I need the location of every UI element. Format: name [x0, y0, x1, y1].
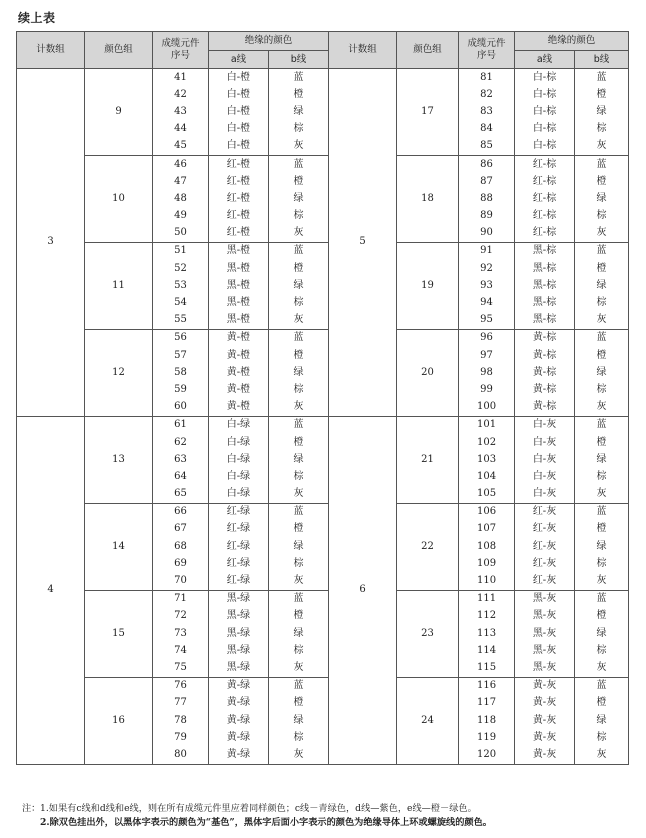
color-group-cell: 19	[397, 242, 459, 329]
b-wire-cell: 灰	[575, 312, 629, 330]
a-wire-cell: 红-棕	[515, 190, 575, 207]
color-group-cell: 17	[397, 69, 459, 156]
a-wire-cell: 黄-绿	[209, 695, 269, 712]
b-wire-cell: 棕	[269, 642, 329, 659]
a-wire-cell: 白-灰	[515, 434, 575, 451]
color-group-cell: 20	[397, 329, 459, 416]
b-wire-cell: 棕	[575, 121, 629, 138]
a-wire-cell: 黑-灰	[515, 659, 575, 677]
seq-cell: 95	[459, 312, 515, 330]
seq-cell: 71	[153, 590, 209, 608]
b-wire-cell: 蓝	[575, 590, 629, 608]
b-wire-cell: 橙	[269, 608, 329, 625]
a-wire-cell: 白-棕	[515, 69, 575, 87]
a-wire-cell: 黄-棕	[515, 347, 575, 364]
count-group-cell: 5	[329, 69, 397, 417]
seq-cell: 49	[153, 208, 209, 225]
a-wire-cell: 红-棕	[515, 173, 575, 190]
seq-cell: 46	[153, 155, 209, 173]
color-group-cell: 21	[397, 416, 459, 503]
a-wire-cell: 红-橙	[209, 190, 269, 207]
b-wire-cell: 棕	[575, 208, 629, 225]
b-wire-cell: 棕	[269, 555, 329, 572]
seq-cell: 45	[153, 138, 209, 156]
table-row	[17, 416, 629, 434]
a-wire-cell: 白-橙	[209, 121, 269, 138]
seq-cell: 70	[153, 572, 209, 590]
color-group-cell: 12	[85, 329, 153, 416]
seq-cell: 68	[153, 538, 209, 555]
b-wire-cell: 橙	[575, 347, 629, 364]
a-wire-cell: 白-灰	[515, 451, 575, 468]
a-wire-cell: 红-绿	[209, 572, 269, 590]
a-wire-cell: 红-绿	[209, 555, 269, 572]
b-wire-cell: 蓝	[269, 677, 329, 695]
b-wire-cell: 灰	[269, 225, 329, 243]
b-wire-cell: 蓝	[575, 69, 629, 87]
seq-cell: 104	[459, 468, 515, 485]
b-wire-cell: 绿	[269, 625, 329, 642]
b-wire-cell: 棕	[575, 642, 629, 659]
a-wire-cell: 黄-绿	[209, 729, 269, 746]
seq-cell: 76	[153, 677, 209, 695]
header-a-wire: a线	[209, 51, 269, 69]
b-wire-cell: 绿	[269, 103, 329, 120]
a-wire-cell: 黄-绿	[209, 746, 269, 764]
seq-cell: 57	[153, 347, 209, 364]
a-wire-cell: 黑-棕	[515, 260, 575, 277]
a-wire-cell: 白-棕	[515, 103, 575, 120]
seq-cell: 94	[459, 294, 515, 311]
b-wire-cell: 橙	[575, 695, 629, 712]
a-wire-cell: 红-灰	[515, 572, 575, 590]
seq-cell: 58	[153, 364, 209, 381]
a-wire-cell: 白-橙	[209, 69, 269, 87]
seq-cell: 97	[459, 347, 515, 364]
b-wire-cell: 灰	[575, 572, 629, 590]
a-wire-cell: 黑-橙	[209, 312, 269, 330]
header-a-wire-right: a线	[515, 51, 575, 69]
seq-cell: 61	[153, 416, 209, 434]
seq-cell: 100	[459, 399, 515, 417]
a-wire-cell: 红-橙	[209, 173, 269, 190]
a-wire-cell: 白-橙	[209, 103, 269, 120]
b-wire-cell: 橙	[575, 521, 629, 538]
seq-cell: 99	[459, 381, 515, 398]
b-wire-cell: 蓝	[269, 590, 329, 608]
a-wire-cell: 黑-灰	[515, 590, 575, 608]
a-wire-cell: 黑-绿	[209, 659, 269, 677]
b-wire-cell: 棕	[269, 208, 329, 225]
count-group-cell: 4	[17, 416, 85, 764]
seq-cell: 96	[459, 329, 515, 347]
color-group-cell: 15	[85, 590, 153, 677]
seq-cell: 41	[153, 69, 209, 87]
table-row	[17, 677, 629, 695]
b-wire-cell: 橙	[575, 608, 629, 625]
b-wire-cell: 蓝	[575, 242, 629, 260]
a-wire-cell: 黑-橙	[209, 277, 269, 294]
seq-cell: 51	[153, 242, 209, 260]
color-code-table	[16, 31, 629, 765]
seq-cell: 47	[153, 173, 209, 190]
a-wire-cell: 白-绿	[209, 416, 269, 434]
a-wire-cell: 白-灰	[515, 468, 575, 485]
seq-cell: 72	[153, 608, 209, 625]
a-wire-cell: 白-绿	[209, 434, 269, 451]
b-wire-cell: 灰	[269, 659, 329, 677]
a-wire-cell: 红-绿	[209, 538, 269, 555]
a-wire-cell: 黑-棕	[515, 242, 575, 260]
color-group-cell: 9	[85, 69, 153, 156]
color-group-cell: 14	[85, 503, 153, 590]
b-wire-cell: 灰	[575, 659, 629, 677]
seq-cell: 115	[459, 659, 515, 677]
seq-cell: 44	[153, 121, 209, 138]
a-wire-cell: 黄-绿	[209, 677, 269, 695]
seq-cell: 92	[459, 260, 515, 277]
color-group-cell: 22	[397, 503, 459, 590]
note-2: 2.除双色挂出外，以黑体字表示的颜色为“基色”，黑体字后面小字表示的颜色为绝缘导体上环或螺旋线的颜色。	[40, 817, 492, 828]
b-wire-cell: 灰	[269, 312, 329, 330]
header-count-group-right: 计数组	[329, 32, 397, 69]
a-wire-cell: 黄-灰	[515, 729, 575, 746]
a-wire-cell: 黄-橙	[209, 364, 269, 381]
seq-cell: 50	[153, 225, 209, 243]
a-wire-cell: 黄-灰	[515, 746, 575, 764]
seq-cell: 89	[459, 208, 515, 225]
table-row	[17, 155, 629, 173]
b-wire-cell: 灰	[269, 486, 329, 504]
b-wire-cell: 绿	[575, 103, 629, 120]
b-wire-cell: 绿	[575, 625, 629, 642]
b-wire-cell: 灰	[269, 572, 329, 590]
b-wire-cell: 蓝	[269, 416, 329, 434]
b-wire-cell: 橙	[269, 347, 329, 364]
b-wire-cell: 棕	[269, 468, 329, 485]
b-wire-cell: 灰	[575, 746, 629, 764]
seq-cell: 55	[153, 312, 209, 330]
a-wire-cell: 白-棕	[515, 86, 575, 103]
header-insulation-right: 绝缘的颜色	[515, 32, 629, 51]
a-wire-cell: 白-灰	[515, 416, 575, 434]
a-wire-cell: 红-棕	[515, 208, 575, 225]
b-wire-cell: 棕	[269, 294, 329, 311]
seq-cell: 116	[459, 677, 515, 695]
a-wire-cell: 黄-灰	[515, 712, 575, 729]
seq-cell: 82	[459, 86, 515, 103]
table-row	[17, 329, 629, 347]
a-wire-cell: 黑-灰	[515, 608, 575, 625]
b-wire-cell: 棕	[269, 381, 329, 398]
b-wire-cell: 绿	[575, 277, 629, 294]
b-wire-cell: 橙	[575, 434, 629, 451]
a-wire-cell: 红-绿	[209, 503, 269, 521]
b-wire-cell: 绿	[575, 451, 629, 468]
seq-cell: 87	[459, 173, 515, 190]
seq-cell: 74	[153, 642, 209, 659]
seq-cell: 117	[459, 695, 515, 712]
seq-cell: 78	[153, 712, 209, 729]
a-wire-cell: 黄-橙	[209, 329, 269, 347]
a-wire-cell: 黄-棕	[515, 329, 575, 347]
b-wire-cell: 蓝	[575, 329, 629, 347]
a-wire-cell: 白-棕	[515, 121, 575, 138]
seq-cell: 85	[459, 138, 515, 156]
b-wire-cell: 棕	[269, 121, 329, 138]
b-wire-cell: 灰	[575, 138, 629, 156]
b-wire-cell: 蓝	[269, 242, 329, 260]
seq-cell: 66	[153, 503, 209, 521]
b-wire-cell: 橙	[269, 434, 329, 451]
seq-cell: 77	[153, 695, 209, 712]
color-group-cell: 23	[397, 590, 459, 677]
seq-cell: 120	[459, 746, 515, 764]
a-wire-cell: 红-绿	[209, 521, 269, 538]
b-wire-cell: 蓝	[269, 329, 329, 347]
b-wire-cell: 橙	[575, 86, 629, 103]
a-wire-cell: 红-橙	[209, 225, 269, 243]
a-wire-cell: 白-橙	[209, 138, 269, 156]
b-wire-cell: 蓝	[575, 503, 629, 521]
seq-cell: 75	[153, 659, 209, 677]
color-group-cell: 18	[397, 155, 459, 242]
b-wire-cell: 绿	[269, 277, 329, 294]
b-wire-cell: 棕	[575, 555, 629, 572]
b-wire-cell: 蓝	[269, 155, 329, 173]
b-wire-cell: 绿	[269, 538, 329, 555]
a-wire-cell: 黄-橙	[209, 347, 269, 364]
a-wire-cell: 黄-灰	[515, 695, 575, 712]
b-wire-cell: 绿	[269, 451, 329, 468]
seq-cell: 111	[459, 590, 515, 608]
seq-cell: 93	[459, 277, 515, 294]
table-body	[17, 69, 629, 765]
a-wire-cell: 白-绿	[209, 486, 269, 504]
b-wire-cell: 灰	[269, 138, 329, 156]
a-wire-cell: 红-橙	[209, 208, 269, 225]
a-wire-cell: 红-棕	[515, 225, 575, 243]
a-wire-cell: 黑-绿	[209, 608, 269, 625]
a-wire-cell: 白-绿	[209, 451, 269, 468]
b-wire-cell: 棕	[575, 468, 629, 485]
seq-cell: 101	[459, 416, 515, 434]
a-wire-cell: 黄-绿	[209, 712, 269, 729]
b-wire-cell: 绿	[575, 538, 629, 555]
a-wire-cell: 黑-绿	[209, 625, 269, 642]
a-wire-cell: 白-灰	[515, 486, 575, 504]
color-group-cell: 16	[85, 677, 153, 764]
header-color-group: 颜色组	[85, 32, 153, 69]
b-wire-cell: 橙	[575, 260, 629, 277]
seq-cell: 63	[153, 451, 209, 468]
b-wire-cell: 绿	[269, 364, 329, 381]
table-caption: 续上表	[18, 11, 56, 25]
a-wire-cell: 黑-橙	[209, 294, 269, 311]
seq-cell: 118	[459, 712, 515, 729]
b-wire-cell: 蓝	[269, 503, 329, 521]
color-group-cell: 11	[85, 242, 153, 329]
a-wire-cell: 黑-橙	[209, 260, 269, 277]
seq-cell: 56	[153, 329, 209, 347]
a-wire-cell: 红-棕	[515, 155, 575, 173]
a-wire-cell: 红-灰	[515, 538, 575, 555]
b-wire-cell: 绿	[575, 364, 629, 381]
header-color-group-right: 颜色组	[397, 32, 459, 69]
seq-cell: 113	[459, 625, 515, 642]
b-wire-cell: 棕	[575, 294, 629, 311]
header-seq-right: 成缆元件 序号	[459, 32, 515, 69]
color-group-cell: 10	[85, 155, 153, 242]
note-1: 1.如果有c线和d线和e线，则在所有成缆元件里应着同样颜色；c线－青绿色，d线—紫色，e线—橙－绿色。	[40, 803, 477, 814]
b-wire-cell: 橙	[269, 173, 329, 190]
table-row	[17, 69, 629, 87]
table-row	[17, 503, 629, 521]
seq-cell: 91	[459, 242, 515, 260]
seq-cell: 64	[153, 468, 209, 485]
b-wire-cell: 绿	[575, 190, 629, 207]
b-wire-cell: 橙	[269, 521, 329, 538]
a-wire-cell: 白-绿	[209, 468, 269, 485]
seq-cell: 102	[459, 434, 515, 451]
a-wire-cell: 黄-棕	[515, 381, 575, 398]
notes	[22, 802, 492, 830]
a-wire-cell: 黄-橙	[209, 399, 269, 417]
seq-cell: 88	[459, 190, 515, 207]
b-wire-cell: 橙	[269, 86, 329, 103]
b-wire-cell: 灰	[575, 225, 629, 243]
seq-cell: 81	[459, 69, 515, 87]
seq-cell: 67	[153, 521, 209, 538]
seq-cell: 83	[459, 103, 515, 120]
color-group-cell: 13	[85, 416, 153, 503]
header-b-wire-right: b线	[575, 51, 629, 69]
seq-cell: 53	[153, 277, 209, 294]
seq-cell: 80	[153, 746, 209, 764]
seq-cell: 106	[459, 503, 515, 521]
seq-cell: 90	[459, 225, 515, 243]
seq-cell: 79	[153, 729, 209, 746]
count-group-cell: 6	[329, 416, 397, 764]
seq-cell: 112	[459, 608, 515, 625]
seq-cell: 98	[459, 364, 515, 381]
seq-cell: 84	[459, 121, 515, 138]
seq-cell: 54	[153, 294, 209, 311]
seq-cell: 110	[459, 572, 515, 590]
header-seq: 成缆元件 序号	[153, 32, 209, 69]
seq-cell: 48	[153, 190, 209, 207]
a-wire-cell: 红-灰	[515, 555, 575, 572]
b-wire-cell: 棕	[575, 381, 629, 398]
seq-cell: 59	[153, 381, 209, 398]
b-wire-cell: 蓝	[575, 677, 629, 695]
b-wire-cell: 绿	[269, 712, 329, 729]
seq-cell: 43	[153, 103, 209, 120]
a-wire-cell: 黄-橙	[209, 381, 269, 398]
b-wire-cell: 蓝	[269, 69, 329, 87]
a-wire-cell: 黑-绿	[209, 590, 269, 608]
color-group-cell: 24	[397, 677, 459, 764]
a-wire-cell: 黑-棕	[515, 294, 575, 311]
count-group-cell: 3	[17, 69, 85, 417]
notes-lead: 注：	[22, 803, 41, 814]
a-wire-cell: 白-棕	[515, 138, 575, 156]
header-b-wire: b线	[269, 51, 329, 69]
seq-cell: 86	[459, 155, 515, 173]
a-wire-cell: 黑-橙	[209, 242, 269, 260]
seq-cell: 42	[153, 86, 209, 103]
b-wire-cell: 橙	[269, 695, 329, 712]
b-wire-cell: 橙	[269, 260, 329, 277]
a-wire-cell: 黑-灰	[515, 625, 575, 642]
seq-cell: 52	[153, 260, 209, 277]
a-wire-cell: 黑-灰	[515, 642, 575, 659]
seq-cell: 62	[153, 434, 209, 451]
seq-cell: 65	[153, 486, 209, 504]
a-wire-cell: 红-灰	[515, 503, 575, 521]
header-count-group: 计数组	[17, 32, 85, 69]
a-wire-cell: 白-橙	[209, 86, 269, 103]
seq-cell: 114	[459, 642, 515, 659]
b-wire-cell: 灰	[269, 399, 329, 417]
b-wire-cell: 橙	[575, 173, 629, 190]
b-wire-cell: 棕	[575, 729, 629, 746]
b-wire-cell: 棕	[269, 729, 329, 746]
b-wire-cell: 灰	[575, 486, 629, 504]
header-insulation: 绝缘的颜色	[209, 32, 329, 51]
a-wire-cell: 红-灰	[515, 521, 575, 538]
a-wire-cell: 黑-棕	[515, 312, 575, 330]
b-wire-cell: 灰	[575, 399, 629, 417]
seq-cell: 107	[459, 521, 515, 538]
seq-cell: 73	[153, 625, 209, 642]
b-wire-cell: 蓝	[575, 416, 629, 434]
b-wire-cell: 绿	[269, 190, 329, 207]
a-wire-cell: 黑-棕	[515, 277, 575, 294]
seq-cell: 119	[459, 729, 515, 746]
b-wire-cell: 灰	[269, 746, 329, 764]
a-wire-cell: 黄-棕	[515, 399, 575, 417]
b-wire-cell: 蓝	[575, 155, 629, 173]
seq-cell: 69	[153, 555, 209, 572]
a-wire-cell: 黄-灰	[515, 677, 575, 695]
seq-cell: 108	[459, 538, 515, 555]
seq-cell: 60	[153, 399, 209, 417]
a-wire-cell: 红-橙	[209, 155, 269, 173]
a-wire-cell: 黄-棕	[515, 364, 575, 381]
table-row	[17, 242, 629, 260]
seq-cell: 105	[459, 486, 515, 504]
a-wire-cell: 黑-绿	[209, 642, 269, 659]
seq-cell: 109	[459, 555, 515, 572]
seq-cell: 103	[459, 451, 515, 468]
table-row	[17, 590, 629, 608]
b-wire-cell: 绿	[575, 712, 629, 729]
